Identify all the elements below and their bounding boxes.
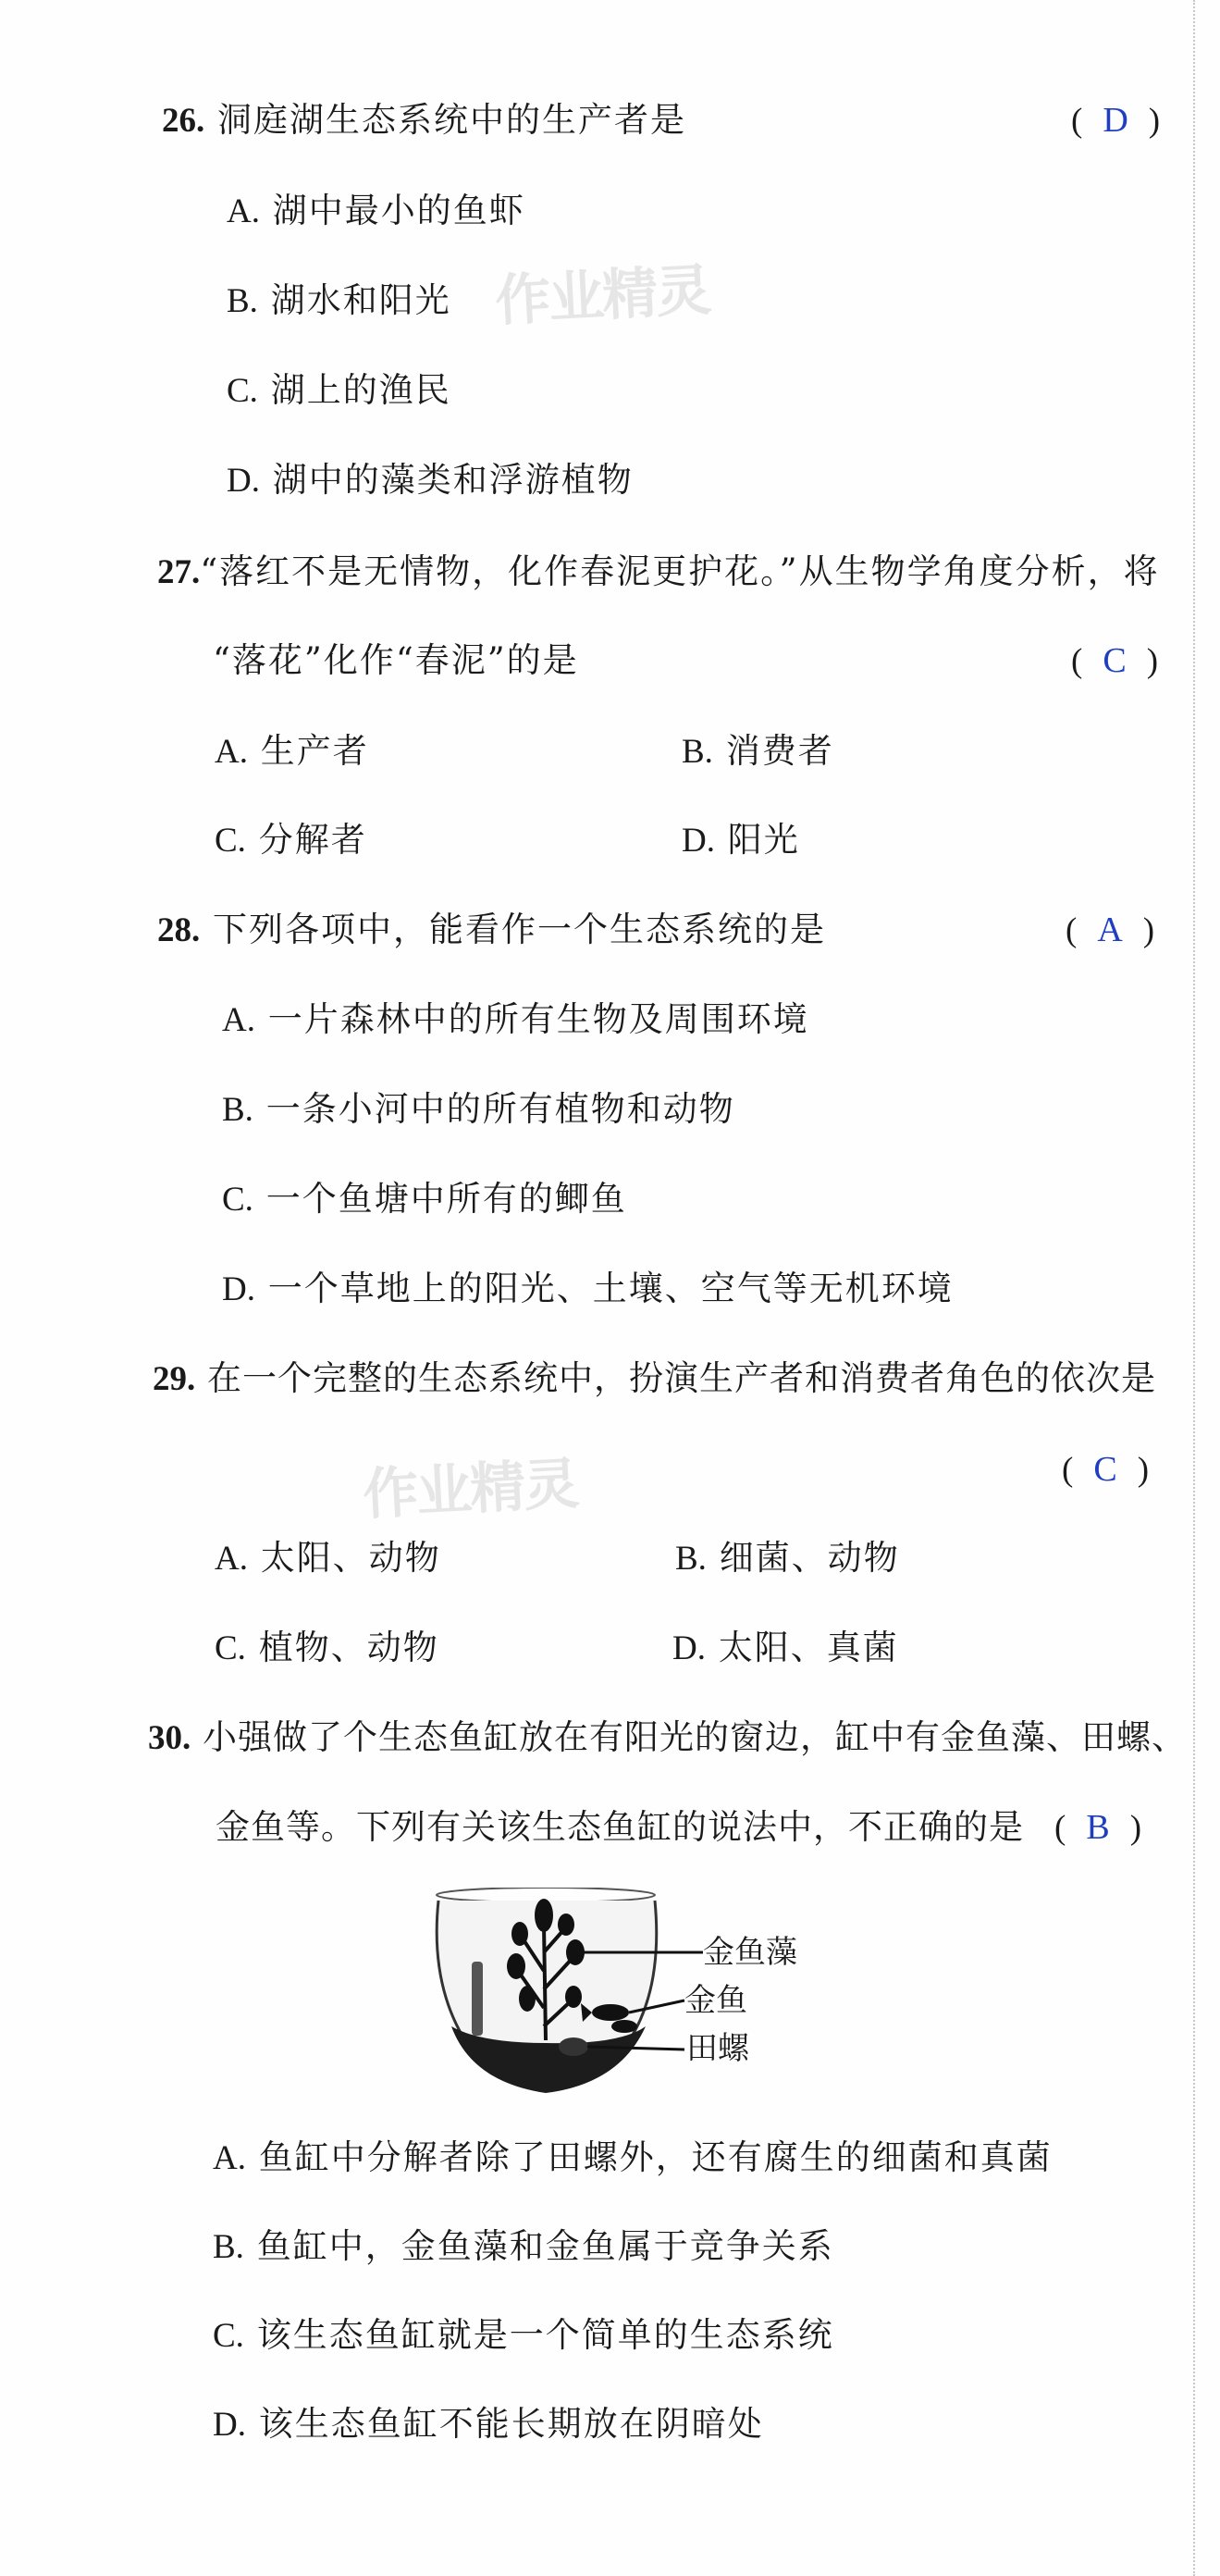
answer-letter: B: [1086, 1808, 1110, 1847]
option-text: 细菌、动物: [719, 1538, 900, 1578]
question-28-answer: [1066, 908, 1154, 953]
option-26-a: [227, 189, 525, 234]
label-hornwort: 金鱼藻: [703, 1934, 797, 1971]
close-paren: ): [1129, 1809, 1142, 1847]
question-26-stem: [162, 98, 686, 143]
option-text: 湖上的渔民: [270, 370, 451, 410]
option-29-c: [215, 1626, 439, 1671]
option-28-a: [222, 997, 809, 1043]
option-27-a: [215, 729, 369, 774]
option-letter: B.: [682, 733, 713, 771]
option-26-c: [227, 368, 451, 414]
option-text: 鱼缸中，金鱼藻和金鱼属于竞争关系: [256, 2226, 834, 2266]
option-letter: A.: [227, 192, 260, 230]
question-number: 26.: [162, 102, 205, 140]
option-text: 太阳、真菌: [718, 1628, 899, 1667]
close-paren: ): [1142, 911, 1155, 949]
open-paren: (: [1062, 1451, 1074, 1489]
option-letter: A.: [215, 1540, 248, 1578]
option-30-a: [213, 2136, 1053, 2181]
question-29-answer: [1062, 1447, 1149, 1492]
option-27-d: [682, 818, 800, 863]
option-28-b: [222, 1087, 735, 1133]
question-number: 28.: [157, 911, 201, 949]
page-edge-divider: [1193, 0, 1195, 2576]
question-number: 27.: [157, 553, 201, 591]
close-paren: ): [1148, 102, 1161, 140]
watermark-logo: 作业精灵: [493, 257, 711, 335]
question-27-stem-line2: “落花”化作“春泥”的是: [213, 640, 579, 680]
option-text: 一个鱼塘中所有的鲫鱼: [265, 1179, 627, 1219]
question-27-answer: [1071, 638, 1158, 684]
question-29-stem: [153, 1356, 1156, 1402]
open-paren: (: [1066, 911, 1078, 949]
option-text: 生产者: [260, 731, 369, 771]
question-30-stem-line2: 金鱼等。下列有关该生态鱼缸的说法中，不正确的是: [216, 1807, 1024, 1847]
option-29-d: [672, 1626, 899, 1671]
stem-text: 在一个完整的生态系统中，扮演生产者和消费者角色的依次是: [207, 1358, 1157, 1398]
option-letter: D.: [672, 1629, 706, 1667]
stem-text: “落红不是无情物，化作春泥更护花。”从生物学角度分析，将: [200, 551, 1160, 591]
option-letter: C.: [222, 1181, 253, 1219]
option-text: 该生态鱼缸就是一个简单的生态系统: [256, 2315, 834, 2355]
option-letter: A.: [222, 1001, 255, 1039]
question-26-answer: [1071, 98, 1160, 143]
option-text: 分解者: [258, 820, 367, 860]
open-paren: (: [1054, 1809, 1066, 1847]
option-letter: D.: [222, 1270, 255, 1308]
watermark-logo: 作业精灵: [361, 1451, 579, 1529]
option-letter: D.: [682, 822, 715, 860]
option-letter: D.: [227, 462, 260, 500]
option-29-b: [675, 1536, 900, 1581]
option-letter: C.: [215, 1629, 246, 1667]
open-paren: (: [1071, 642, 1083, 680]
label-river-snail: 田螺: [686, 2030, 749, 2067]
option-text: 一个草地上的阳光、土壤、空气等无机环境: [267, 1269, 954, 1308]
option-26-d: [227, 458, 634, 503]
question-number: 29.: [153, 1360, 196, 1398]
option-text: 阳光: [727, 820, 800, 860]
option-28-d: [222, 1267, 954, 1312]
question-number: 30.: [148, 1719, 191, 1757]
option-text: 湖中最小的鱼虾: [272, 191, 525, 230]
answer-letter: C: [1103, 641, 1127, 680]
stem-text: 小强做了个生态鱼缸放在有阳光的窗边，缸中有金鱼藻、田螺、: [203, 1717, 1188, 1757]
close-paren: ): [1146, 642, 1159, 680]
option-27-b: [682, 729, 834, 774]
option-27-c: [215, 818, 367, 863]
option-letter: D.: [213, 2406, 246, 2444]
option-letter: B.: [222, 1091, 253, 1129]
option-letter: B.: [227, 282, 258, 320]
option-text: 该生态鱼缸不能长期放在阴暗处: [258, 2404, 764, 2444]
option-text: 一条小河中的所有植物和动物: [265, 1089, 735, 1129]
option-26-b: [227, 279, 451, 324]
option-letter: C.: [215, 822, 246, 860]
stem-text: 下列各项中，能看作一个生态系统的是: [213, 910, 827, 949]
option-text: 太阳、动物: [260, 1538, 441, 1578]
question-30-answer: [1054, 1805, 1141, 1851]
option-text: 消费者: [725, 731, 834, 771]
option-30-d: [213, 2402, 764, 2447]
open-paren: (: [1071, 102, 1083, 140]
fish-tank-figure: [435, 1888, 823, 2100]
close-paren: ): [1137, 1451, 1150, 1489]
option-30-c: [213, 2313, 834, 2359]
option-letter: B.: [675, 1540, 707, 1578]
question-28-stem: [157, 908, 826, 953]
answer-letter: D: [1103, 101, 1128, 140]
question-27-stem: [157, 550, 1160, 595]
question-30-stem: [148, 1715, 1187, 1761]
option-text: 湖水和阳光: [270, 280, 451, 320]
option-text: 鱼缸中分解者除了田螺外，还有腐生的细菌和真菌: [258, 2137, 1053, 2177]
answer-letter: A: [1097, 910, 1123, 949]
option-28-c: [222, 1177, 627, 1222]
option-letter: A.: [213, 2139, 246, 2177]
option-30-b: [213, 2224, 834, 2270]
option-letter: C.: [227, 372, 258, 410]
option-text: 湖中的藻类和浮游植物: [272, 460, 634, 500]
fish-tank-illustration: [435, 1888, 823, 2100]
option-letter: A.: [215, 733, 248, 771]
option-letter: B.: [213, 2228, 244, 2266]
option-text: 一片森林中的所有生物及周围环境: [267, 999, 809, 1039]
option-29-a: [215, 1536, 441, 1581]
option-letter: C.: [213, 2317, 244, 2355]
stem-text: 洞庭湖生态系统中的生产者是: [217, 100, 687, 140]
option-text: 植物、动物: [258, 1628, 439, 1667]
answer-letter: C: [1093, 1450, 1117, 1489]
label-goldfish: 金鱼: [684, 1982, 747, 2019]
